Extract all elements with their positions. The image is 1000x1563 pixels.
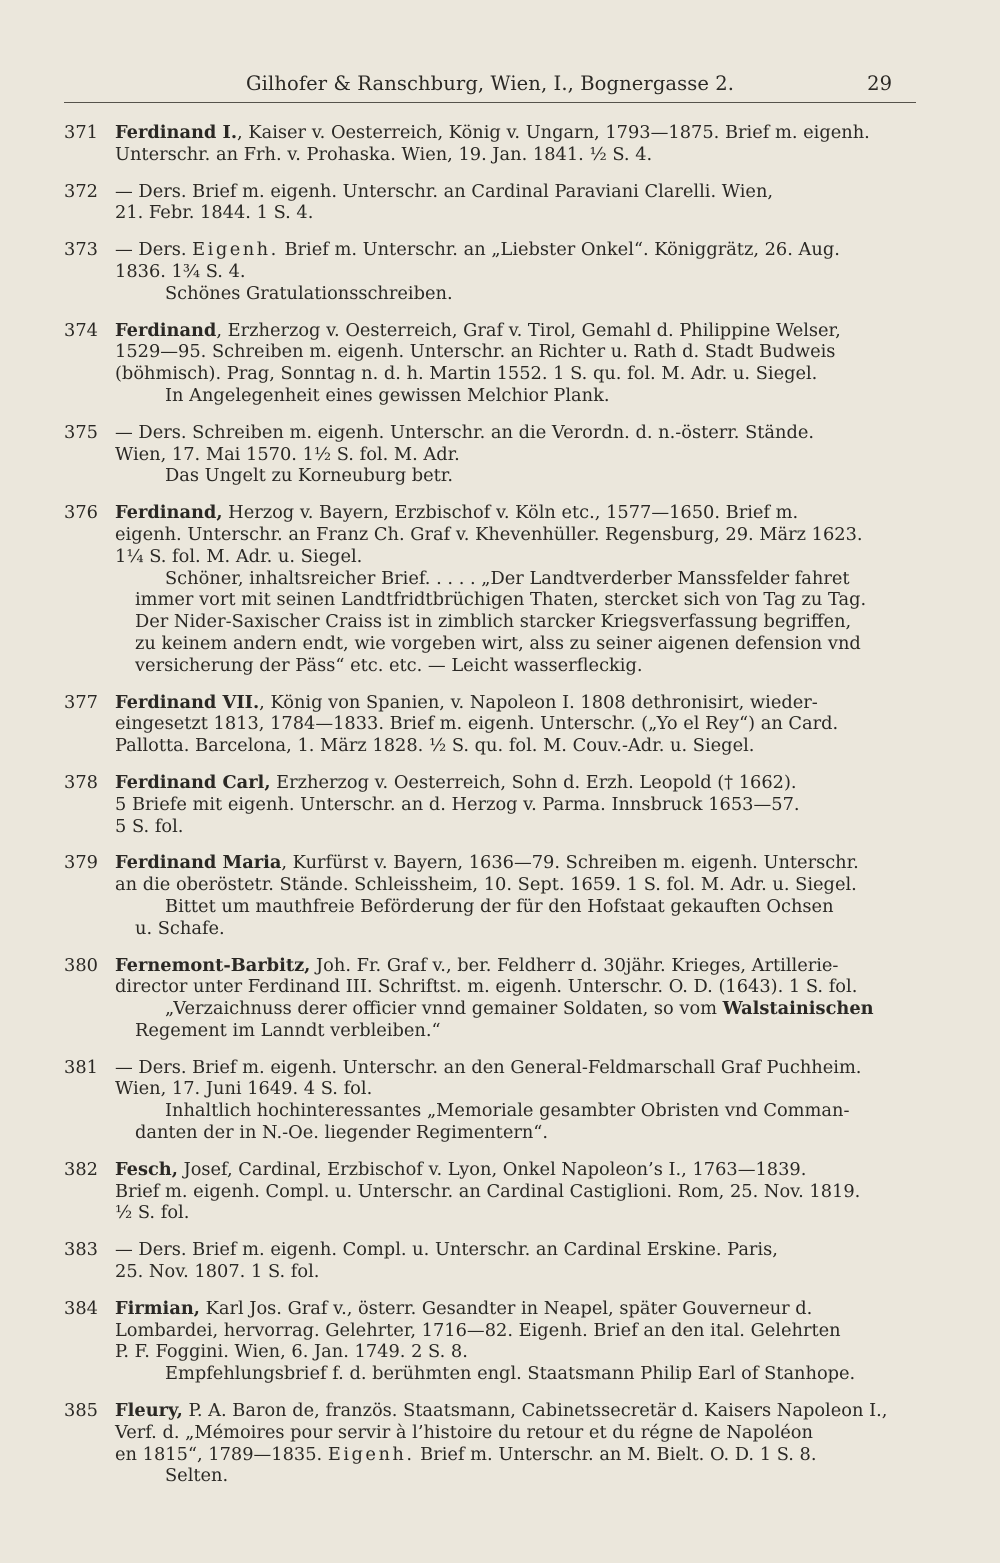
catalog-entry-376 [0,502,1000,676]
entry-line: Wien, 17. Juni 1649. 4 S. fol. [115,1078,373,1100]
catalog-entry-379 [0,852,1000,939]
entry-note: Das Ungelt zu Korneuburg betr. [165,465,453,487]
entry-name: Fernemont-Barbitz, [115,954,311,976]
entry-number: 379 [64,852,98,874]
entry-line: P. F. Foggini. Wien, 6. Jan. 1749. 2 S. 8. [115,1341,468,1363]
entry-number: 372 [64,180,98,202]
entry-note: Bittet um mauthfreie Beförderung der für den Hofstaat gekauften Ochsen [165,895,834,917]
entry-line: 5 S. fol. [115,815,184,837]
entry-text: Herzog v. Bayern, Erzbischof v. Köln etc., 1577—1650. Brief m. [222,502,799,524]
entry-line [0,1444,1000,1466]
entry-line: an die oberöstetr. Stände. Schleissheim, 10. Sept. 1659. 1 S. fol. M. Adr. u. Siegel. [115,874,857,896]
entry-note: Schöner, inhaltsreicher Brief. . . . . „Der Landtverderber Manssfelder fahret [165,567,850,589]
entry-line [0,772,1000,794]
entry-text: Brief m. Unterschr. an M. Bielt. O. D. 1 S. 8. [414,1443,817,1465]
running-head: Gilhofer & Ranschburg, Wien, I., Bognergasse 2. [246,72,735,95]
entry-note: Empfehlungsbrief f. d. berühmten engl. Staatsmann Philip Earl of Stanhope. [165,1363,856,1385]
entry-text: , Erzherzog v. Oesterreich, Graf v. Tirol, Gemahl d. Philippine Welser, [216,319,841,341]
entry-line: Verf. d. „Mémoires pour servir à l’histoire du retour et du régne de Napoléon [115,1421,813,1443]
entry-text: Erzherzog v. Oesterreich, Sohn d. Erzh. Leopold († 1662). [270,771,797,793]
catalog-entry-385 [0,1400,1000,1487]
entry-line [0,502,1000,524]
entry-line [0,1159,1000,1181]
entry-name: Ferdinand VII. [115,691,260,713]
catalog-entry-380 [0,955,1000,1042]
entry-text: , Kurfürst v. Bayern, 1636—79. Schreiben m. eigenh. Unterschr. [281,852,859,874]
entry-number: 375 [64,421,98,443]
entry-text: Josef, Cardinal, Erzbischof v. Lyon, Onkel Napoleon’s I., 1763—1839. [177,1158,807,1180]
entry-text: „Verzaichnuss derer officier vnnd gemainer Soldaten, so vom [165,998,723,1020]
entry-line: eigenh. Unterschr. an Franz Ch. Graf v. Khevenhüller. Regensburg, 29. März 1623. [115,523,863,545]
entry-note: Selten. [165,1465,229,1487]
entry-note: immer vort mit seinen Landtfridtbrüchigen Thaten, stercket sich von Tag zu Tag. [135,589,867,611]
entry-text: Karl Jos. Graf v., österr. Gesandter in Neapel, später Gouverneur d. [199,1297,813,1319]
entry-name: Ferdinand Maria [115,852,282,874]
entry-number: 373 [64,239,98,261]
entry-number: 377 [64,691,98,713]
entry-name: Fleury, [115,1400,183,1422]
catalog-entries [0,122,1000,1502]
entry-spaced-text: Eigenh. [192,239,279,261]
entry-line: 5 Briefe mit eigenh. Unterschr. an d. Herzog v. Parma. Innsbruck 1653—57. [115,793,800,815]
entry-line: — Ders. Brief m. eigenh. Unterschr. an den General-Feldmarschall Graf Puchheim. [115,1056,862,1078]
entry-text: P. A. Baron de, französ. Staatsmann, Cabinetssecretär d. Kaisers Napoleon I., [182,1400,888,1422]
entry-line [0,852,1000,874]
entry-line: Lombardei, hervorrag. Gelehrter, 1716—82. Eigenh. Brief an den ital. Gelehrten [115,1319,841,1341]
entry-name: Firmian, [115,1297,200,1319]
catalog-entry-382 [0,1159,1000,1224]
entry-line: 1836. 1¾ S. 4. [115,260,246,282]
entry-line: — Ders. Schreiben m. eigenh. Unterschr. an die Verordn. d. n.-österr. Stände. [115,421,815,443]
entry-number: 383 [64,1239,98,1261]
entry-line [0,320,1000,342]
entry-number: 384 [64,1297,98,1319]
entry-note [0,998,1000,1020]
entry-name: Ferdinand I. [115,122,238,143]
entry-spaced-text: Eigenh. [327,1443,415,1465]
entry-line: 25. Nov. 1807. 1 S. fol. [115,1261,320,1283]
catalog-entry-381 [0,1057,1000,1144]
entry-line [0,122,1000,144]
entry-name: Fesch, [115,1158,178,1180]
catalog-entry-375 [0,422,1000,487]
entry-note: danten der in N.-Oe. liegender Regimentern“. [135,1122,549,1144]
entry-text: en 1815“, 1789—1835. [115,1443,328,1465]
entry-note: Der Nider-Saxischer Craiss ist in zimblich starcker Kriegsverfassung begriffen, [135,611,852,633]
entry-line: (böhmisch). Prag, Sonntag n. d. h. Martin 1552. 1 S. qu. fol. M. Adr. u. Siegel. [115,363,818,385]
entry-line: 1529—95. Schreiben m. eigenh. Unterschr. an Richter u. Rath d. Stadt Budweis [115,341,836,363]
entry-line: Pallotta. Barcelona, 1. März 1828. ½ S. qu. fol. M. Couv.-Adr. u. Siegel. [115,735,755,757]
entry-name: Ferdinand Carl, [115,771,271,793]
entry-number: 374 [64,319,98,341]
entry-number: 382 [64,1158,98,1180]
entry-name: Ferdinand [115,319,217,341]
entry-line: — Ders. Brief m. eigenh. Compl. u. Unterschr. an Cardinal Erskine. Paris, [115,1239,778,1261]
catalog-entry-373 [0,239,1000,304]
entry-line: eingesetzt 1813, 1784—1833. Brief m. eigenh. Unterschr. („Yo el Rey“) an Card. [115,713,839,735]
entry-number: 378 [64,771,98,793]
entry-number: 381 [64,1056,98,1078]
entry-bold-text: Walstainischen [722,998,874,1020]
entry-line: 21. Febr. 1844. 1 S. 4. [115,202,314,224]
entry-line: ½ S. fol. [115,1202,190,1224]
entry-line [0,239,1000,261]
entry-line: Brief m. eigenh. Compl. u. Unterschr. an Cardinal Castiglioni. Rom, 25. Nov. 1819. [115,1180,861,1202]
entry-line [0,692,1000,714]
entry-line: Wien, 17. Mai 1570. 1½ S. fol. M. Adr. [115,443,460,465]
entry-text: , König von Spanien, v. Napoleon I. 1808 dethronisirt, wieder- [259,691,818,713]
entry-line: Unterschr. an Frh. v. Prohaska. Wien, 19. Jan. 1841. ½ S. 4. [115,143,653,165]
entry-text: , Kaiser v. Oesterreich, König v. Ungarn, 1793—1875. Brief m. eigenh. [237,122,870,143]
entry-line: director unter Ferdinand III. Schriftst. m. eigenh. Unterschr. O. D. (1643). 1 S. fol. [115,976,858,998]
entry-number: 376 [64,502,98,524]
page-number: 29 [867,72,892,95]
entry-text: Brief m. Unterschr. an „Liebster Onkel“. Königgrätz, 26. Aug. [278,239,840,261]
entry-number: 380 [64,954,98,976]
catalog-entry-377 [0,692,1000,757]
page-header [64,66,916,103]
catalog-entry-372 [0,181,1000,225]
entry-line [0,1298,1000,1320]
entry-note: versicherung der Päss“ etc. etc. — Leicht wasserfleckig. [135,654,643,676]
entry-note: Regement im Lanndt verbleiben.“ [135,1019,441,1041]
entry-line: 1¼ S. fol. M. Adr. u. Siegel. [115,545,363,567]
entry-note: In Angelegenheit eines gewissen Melchior Plank. [165,384,610,406]
entry-note: Schönes Gratulationsschreiben. [165,282,453,304]
entry-note: Inhaltlich hochinteressantes „Memoriale gesambter Obristen vnd Comman- [165,1100,850,1122]
entry-note: zu keinem andern endt, wie vorgeben wirt, alss zu seiner aigenen defension vnd [135,632,861,654]
entry-text: — Ders. [115,239,193,261]
entry-line [0,955,1000,977]
entry-number: 371 [64,122,98,143]
entry-note: u. Schafe. [135,917,225,939]
entry-text: Joh. Fr. Graf v., ber. Feldherr d. 30jähr. Krieges, Artillerie- [310,954,839,976]
entry-number: 385 [64,1400,98,1422]
entry-line [0,1400,1000,1422]
catalog-entry-378 [0,772,1000,837]
catalog-entry-383 [0,1239,1000,1283]
catalog-entry-384 [0,1298,1000,1385]
catalog-entry-371 [0,122,1000,166]
entry-line: — Ders. Brief m. eigenh. Unterschr. an Cardinal Paraviani Clarelli. Wien, [115,180,774,202]
catalog-entry-374 [0,320,1000,407]
entry-name: Ferdinand, [115,502,223,524]
